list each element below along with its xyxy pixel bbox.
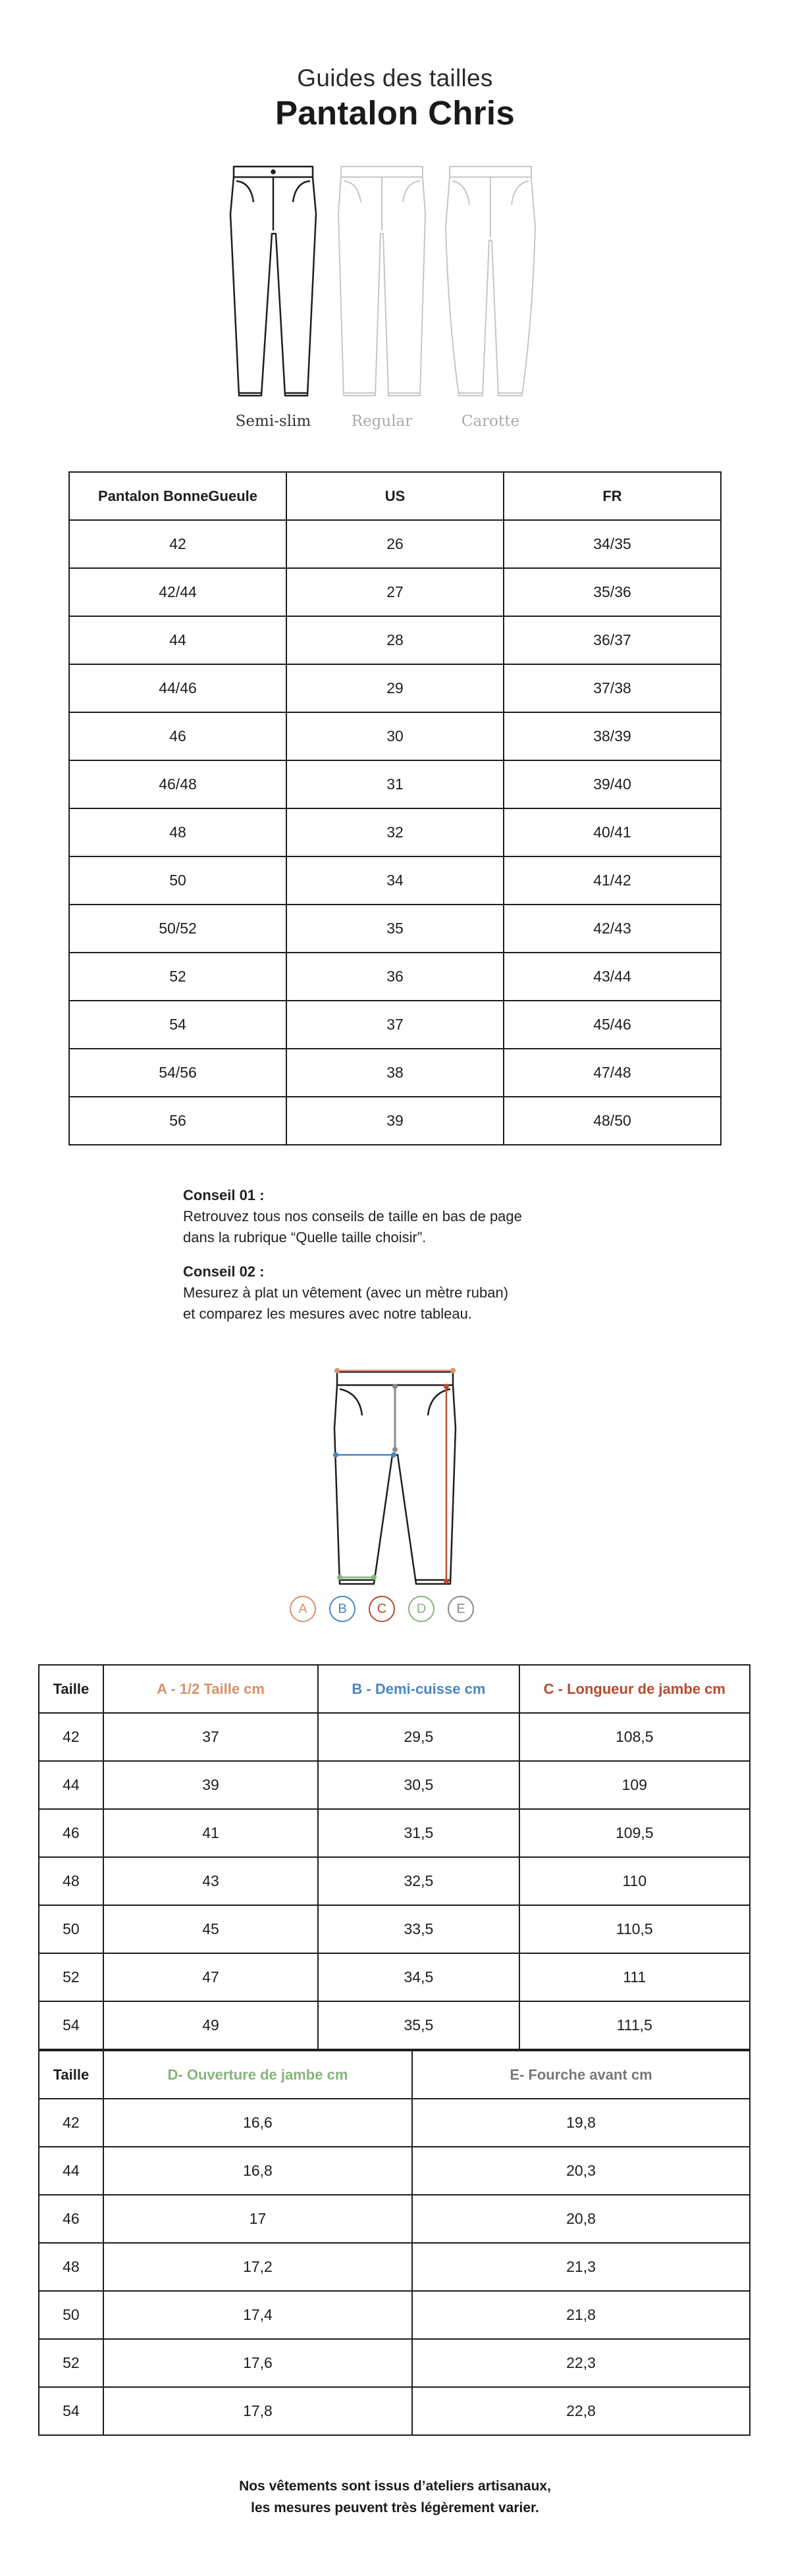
table-cell: 45 [103,1905,318,1953]
table-cell: 29 [286,664,504,712]
semi-slim-pants-icon [227,161,319,405]
table-cell: 46 [69,712,286,760]
fit-regular[interactable] [329,161,434,430]
column-header: B - Demi-cuisse cm [318,1665,519,1713]
table-cell: 48 [39,2243,103,2291]
table-cell: 35 [286,905,504,953]
column-header: FR [504,472,721,520]
table-cell: 36/37 [504,616,721,664]
table-cell: 48/50 [504,1097,721,1145]
table-cell: 37 [103,1713,318,1761]
table-row [39,2147,750,2195]
table-row [39,2195,750,2243]
table-cell: 21,8 [412,2291,750,2339]
table-row [69,760,721,808]
table-cell: 32,5 [318,1857,519,1905]
table-cell: 34 [286,856,504,905]
table-cell: 34/35 [504,520,721,568]
page-title: Pantalon Chris [275,94,515,132]
table-header-row [39,2051,750,2099]
table-cell: 54 [39,2387,103,2435]
column-header: Taille [39,2051,103,2099]
table-row [69,1049,721,1097]
regular-pants-icon [336,161,428,405]
fit-label: Regular [351,413,413,430]
tip-01 [183,1185,618,1248]
table-cell: 16,8 [103,2147,412,2195]
table-row [39,1905,750,1953]
table-cell: 47/48 [504,1049,721,1097]
table-cell: 109,5 [519,1809,750,1857]
measurements-table-1 [38,1664,750,2050]
table-row [39,2243,750,2291]
table-cell: 45/46 [504,1001,721,1049]
column-header: A - 1/2 Taille cm [103,1665,318,1713]
measurement-diagram [316,1363,474,1626]
table-cell: 39 [103,1761,318,1809]
table-cell: 42/43 [504,905,721,953]
table-row [69,1097,721,1145]
table-cell: 38/39 [504,712,721,760]
table-cell: 17,2 [103,2243,412,2291]
table-row [69,664,721,712]
table-cell: 52 [69,953,286,1001]
fit-selector [234,161,556,438]
measurements-table-2 [38,2050,750,2436]
table-row [39,1761,750,1809]
table-row [69,568,721,616]
tips-section [183,1185,618,1338]
table-row [69,808,721,856]
table-header-row [39,1665,750,1713]
table-cell: 17,8 [103,2387,412,2435]
table-header-row [69,472,721,520]
table-cell: 19,8 [412,2099,750,2147]
column-header: Pantalon BonneGueule [69,472,286,520]
table-cell: 44/46 [69,664,286,712]
table-cell: 22,3 [412,2339,750,2387]
legend-a: A [290,1596,316,1622]
footer-note [0,2475,790,2519]
tip-text: et comparez les mesures avec notre tableau. [183,1305,473,1322]
table-cell: 50 [39,1905,103,1953]
tip-title: Conseil 01 : [183,1187,265,1203]
table-cell: 54 [69,1001,286,1049]
size-conversion-table [68,471,722,1145]
table-cell: 46/48 [69,760,286,808]
column-header: US [286,472,504,520]
table-cell: 40/41 [504,808,721,856]
footer-line: Nos vêtements sont issus d’ateliers artisanaux, [239,2479,551,2494]
column-header: C - Longueur de jambe cm [519,1665,750,1713]
table-cell: 37 [286,1001,504,1049]
table-cell: 49 [103,2001,318,2049]
table-cell: 48 [39,1857,103,1905]
table-cell: 17,4 [103,2291,412,2339]
table-cell: 50/52 [69,905,286,953]
fit-label: Carotte [461,413,520,430]
table-cell: 47 [103,1953,318,2001]
table-cell: 44 [69,616,286,664]
table-cell: 36 [286,953,504,1001]
table-cell: 52 [39,1953,103,2001]
table-cell: 30,5 [318,1761,519,1809]
fit-label: Semi-slim [235,413,311,430]
table-cell: 43/44 [504,953,721,1001]
table-cell: 22,8 [412,2387,750,2435]
table-cell: 29,5 [318,1713,519,1761]
table-cell: 16,6 [103,2099,412,2147]
table-cell: 26 [286,520,504,568]
fit-semi-slim[interactable] [221,161,326,430]
legend-d: D [408,1596,434,1622]
table-cell: 110 [519,1857,750,1905]
carotte-pants-icon [444,161,537,405]
column-header: E- Fourche avant cm [412,2051,750,2099]
table-row [39,2291,750,2339]
table-cell: 20,8 [412,2195,750,2243]
tip-text: dans la rubrique “Quelle taille choisir”. [183,1229,427,1246]
table-cell: 35/36 [504,568,721,616]
table-cell: 48 [69,808,286,856]
table-row [39,1857,750,1905]
table-cell: 111 [519,1953,750,2001]
table-cell: 20,3 [412,2147,750,2195]
table-cell: 108,5 [519,1713,750,1761]
tip-text: Retrouvez tous nos conseils de taille en bas de page [183,1208,522,1224]
table-cell: 21,3 [412,2243,750,2291]
legend-b: B [329,1596,356,1622]
table-cell: 42 [39,2099,103,2147]
table-row [69,1001,721,1049]
table-cell: 35,5 [318,2001,519,2049]
table-cell: 27 [286,568,504,616]
footer-line: les mesures peuvent très légèrement varier. [251,2500,539,2515]
measurement-legend [290,1596,500,1625]
table-row [39,1713,750,1761]
table-row [39,1809,750,1857]
table-cell: 50 [39,2291,103,2339]
legend-c: C [369,1596,395,1622]
tip-title: Conseil 02 : [183,1263,265,1280]
table-row [69,616,721,664]
table-cell: 46 [39,1809,103,1857]
table-cell: 32 [286,808,504,856]
table-cell: 38 [286,1049,504,1097]
table-row [39,2001,750,2049]
table-cell: 30 [286,712,504,760]
table-cell: 44 [39,1761,103,1809]
table-cell: 33,5 [318,1905,519,1953]
table-row [69,856,721,905]
table-cell: 43 [103,1857,318,1905]
table-cell: 54/56 [69,1049,286,1097]
table-cell: 39/40 [504,760,721,808]
table-row [69,905,721,953]
table-cell: 44 [39,2147,103,2195]
table-cell: 42 [69,520,286,568]
table-cell: 31 [286,760,504,808]
table-cell: 46 [39,2195,103,2243]
tip-02 [183,1261,618,1325]
table-cell: 52 [39,2339,103,2387]
table-cell: 28 [286,616,504,664]
fit-carotte[interactable] [438,161,543,430]
table-cell: 34,5 [318,1953,519,2001]
page-subtitle: Guides des tailles [297,65,493,92]
table-row [69,712,721,760]
table-cell: 31,5 [318,1809,519,1857]
table-cell: 41/42 [504,856,721,905]
table-row [39,2339,750,2387]
legend-e: E [448,1596,474,1622]
table-cell: 39 [286,1097,504,1145]
column-header: D- Ouverture de jambe cm [103,2051,412,2099]
table-cell: 17 [103,2195,412,2243]
pants-measurement-icon [316,1363,474,1593]
tip-text: Mesurez à plat un vêtement (avec un mètre ruban) [183,1284,509,1301]
table-row [39,2099,750,2147]
table-cell: 37/38 [504,664,721,712]
table-cell: 17,6 [103,2339,412,2387]
table-cell: 56 [69,1097,286,1145]
table-row [39,2387,750,2435]
table-cell: 41 [103,1809,318,1857]
table-cell: 42 [39,1713,103,1761]
table-row [69,520,721,568]
table-row [39,1953,750,2001]
table-row [69,953,721,1001]
table-cell: 111,5 [519,2001,750,2049]
table-cell: 54 [39,2001,103,2049]
table-cell: 50 [69,856,286,905]
column-header: Taille [39,1665,103,1713]
table-cell: 109 [519,1761,750,1809]
table-cell: 110,5 [519,1905,750,1953]
table-cell: 42/44 [69,568,286,616]
